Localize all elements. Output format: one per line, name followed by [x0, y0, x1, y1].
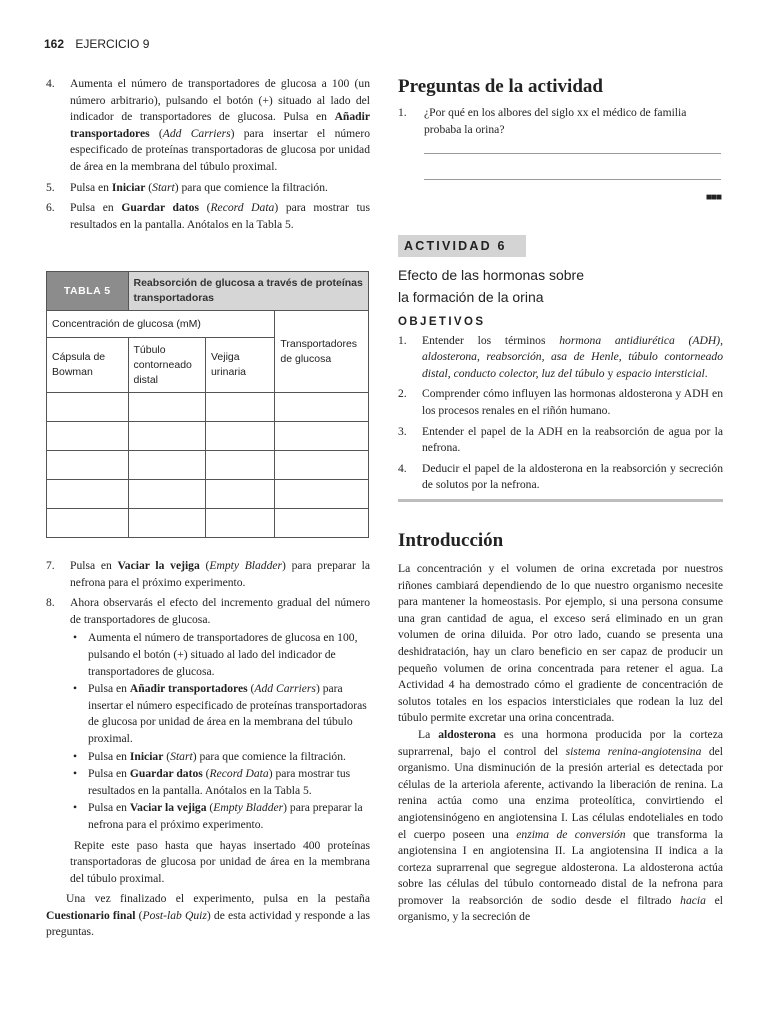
table-row — [47, 451, 369, 480]
preguntas-title: Preguntas de la actividad — [398, 76, 603, 97]
question-item — [398, 105, 723, 138]
question-number: 1. — [398, 106, 407, 119]
substep-item: • Pulsa en Añadir transportadores (Add Carriers) para insertar el número especificado de proteínas transportadoras de glucosa por unidad de área en la membrana del túbulo proximal. — [70, 681, 370, 747]
objective-text: Deducir el papel de la aldosterona en la reabsorción y secreción de solutos por la nefrona. — [422, 461, 723, 492]
objectives-list — [398, 333, 723, 494]
col-vejiga-header: Vejiga urinaria — [205, 338, 274, 393]
activity-label: ACTIVIDAD 6 — [398, 235, 526, 257]
left-column-lower — [46, 558, 370, 941]
table-cell[interactable] — [128, 393, 205, 422]
step-item — [46, 200, 370, 233]
col-tubulo-header: Túbulo contorneado distal — [128, 338, 205, 393]
table-row — [47, 422, 369, 451]
objective-item — [398, 424, 723, 457]
end-marks: ■■■ — [705, 192, 721, 203]
table-5 — [46, 271, 369, 538]
table-cell[interactable] — [275, 451, 369, 480]
substep-item: • Aumenta el número de transportadores de glucosa en 100, pulsando el botón (+) situado al lado del indicador de transportadores de glucosa. — [70, 630, 370, 680]
table-row — [47, 480, 369, 509]
substep-item: • Pulsa en Iniciar (Start) para que comience la filtración. — [70, 749, 370, 766]
table-cell[interactable] — [275, 509, 369, 538]
step-text: Pulsa en Iniciar (Start) para que comience la filtración. — [70, 180, 328, 194]
step-text: Pulsa en Vaciar la vejiga (Empty Bladder) para preparar la nefrona para el próximo experimento. — [70, 559, 370, 589]
table-cell[interactable] — [128, 422, 205, 451]
step-number: 4. — [46, 77, 55, 90]
table-cell[interactable] — [47, 509, 129, 538]
col-transport-header: Transportadores de glucosa — [275, 311, 369, 393]
step-number: 5. — [46, 180, 55, 194]
repeat-text: Repite este paso hasta que hayas insertado 400 proteínas transportadoras de glucosa por unidad de área en la membrana del túbulo proximal. — [70, 838, 370, 885]
step-number: 7. — [46, 559, 55, 572]
objective-number: 2. — [398, 387, 407, 401]
step-item — [46, 558, 370, 591]
col-bowman-header: Cápsula de Bowman — [47, 338, 129, 393]
steps-top-list — [46, 76, 370, 233]
substep-item: • Pulsa en Vaciar la vejiga (Empty Bladder) para preparar la nefrona para el próximo experimento. — [70, 800, 370, 833]
objective-text: Entender los términos hormona antidiurética (ADH), aldosterona, reabsorción, asa de Henle, túbulo contorneado distal, conducto colector, luz del túbulo y espacio intersticial. — [422, 333, 723, 380]
table-cell[interactable] — [275, 480, 369, 509]
objective-item — [398, 333, 723, 383]
objective-text: Comprender cómo influyen las hormonas aldosterona y ADH en los procesos renales en el riñón humano. — [422, 387, 723, 417]
table-cell[interactable] — [128, 480, 205, 509]
substep-item: • Pulsa en Guardar datos (Record Data) para mostrar tus resultados en la pantalla. Anótalos en la Tabla 5. — [70, 766, 370, 799]
step-number: 8. — [46, 596, 55, 610]
right-column — [398, 76, 724, 924]
step-text: Ahora observarás el efecto del incremento gradual del número de transportadores de glucosa. — [70, 596, 370, 626]
table-cell[interactable] — [205, 422, 274, 451]
table-row — [47, 393, 369, 422]
table-cell[interactable] — [205, 451, 274, 480]
answer-line[interactable] — [424, 153, 721, 154]
intro-paragraph-2: La aldosterona es una hormona producida por la corteza suprarrenal, bajo el control del sistema renina-angiotensina del organismo. Una disminución de la presión arterial es detectada por células de la arteriola aferente, activando la liberación de renina. La renina actúa como una enzima proteolítica, convirtiendo el angiotensinógeno en angiotensina I. Las células endoteliales en todo el cuerpo poseen una enzima de conversión que transforma la angiotensina I en angiotensina II. La angiotensina II indica a la corteza suprarrenal que segregue aldosterona. La aldosterona actúa sobre las células del túbulo contorneado distal de la nefrona para promover la reabsorción de sodio desde el filtrado hacia el organismo, y la secreción de — [398, 727, 724, 924]
objective-number: 4. — [398, 461, 407, 475]
table-cell[interactable] — [128, 509, 205, 538]
table-title: Reabsorción de glucosa a través de proteínas transportadoras — [128, 272, 369, 311]
final-paragraph: Una vez finalizado el experimento, pulsa en la pestaña Cuestionario final (Post-lab Quiz) de esta actividad y responde a las preguntas. — [46, 892, 370, 939]
steps-bottom-list — [46, 558, 370, 887]
activity-title-line1: Efecto de las hormonas sobre — [398, 267, 584, 283]
question-text: ¿Por qué en los albores del siglo xx el médico de familia probaba la orina? — [424, 106, 687, 136]
table-cell[interactable] — [205, 509, 274, 538]
substep-list — [70, 630, 370, 833]
step-item — [46, 180, 370, 197]
concentration-header: Concentración de glucosa (mM) — [47, 311, 275, 338]
table-cell[interactable] — [205, 480, 274, 509]
objetivos-label: OBJETIVOS — [398, 316, 486, 328]
page-number: 162 — [44, 37, 65, 51]
step-text: Pulsa en Guardar datos (Record Data) para mostrar tus resultados en la pantalla. Anótalos en la Tabla 5. — [70, 201, 370, 231]
page-header — [44, 36, 149, 53]
section-divider — [398, 499, 723, 502]
step-text: Aumenta el número de transportadores de glucosa a 100 (un número arbitrario), pulsando el botón (+) situado al lado del indicador de transportadores de glucosa. Pulsa en Añadir transportadores (Add Carriers) para insertar el número especificado de proteínas transportadoras de glucosa por unidad de área en la membrana del túbulo proximal. — [70, 77, 370, 173]
step-item — [46, 76, 370, 176]
step-item — [46, 595, 370, 887]
objective-number: 1. — [398, 333, 407, 347]
objective-item — [398, 386, 723, 419]
left-column — [46, 76, 370, 237]
table-cell[interactable] — [47, 451, 129, 480]
introduction-section — [398, 530, 723, 926]
activity-heading — [398, 264, 723, 498]
table-cell[interactable] — [47, 422, 129, 451]
table-cell[interactable] — [205, 393, 274, 422]
objective-text: Entender el papel de la ADH en la reabsorción de agua por la nefrona. — [422, 424, 723, 455]
intro-paragraph-1: La concentración y el volumen de orina excretada por nuestros riñones cambiará dependiendo de lo que nuestro organismo necesite para mantener la homeostasis. Por ejemplo, si una persona consume una gran cantidad de agua, el exceso será eliminado en un gran volumen de orina diluida. Por otro lado, cuando se presenta una deshidratación, hay un claro beneficio en ser capaz de producir un pequeño volumen de orina concentrada para retener el agua. La Actividad 4 ha demostrado cómo el gradiente de concentración de solutos totales en los espacios intersticiales que rodean la luz del túbulo permite excretar una orina concentrada. — [398, 562, 723, 725]
activity-title-line2: la formación de la orina — [398, 289, 544, 305]
answer-line[interactable] — [424, 179, 721, 180]
step-number: 6. — [46, 201, 55, 215]
table-tag: TABLA 5 — [47, 272, 129, 311]
table-cell[interactable] — [275, 393, 369, 422]
table-cell[interactable] — [275, 422, 369, 451]
table-cell[interactable] — [47, 480, 129, 509]
objective-item — [398, 461, 723, 494]
table-cell[interactable] — [47, 393, 129, 422]
table-row — [47, 509, 369, 538]
section-label: EJERCICIO 9 — [75, 37, 150, 51]
table-cell[interactable] — [128, 451, 205, 480]
objective-number: 3. — [398, 424, 407, 438]
intro-title: Introducción — [398, 530, 504, 551]
